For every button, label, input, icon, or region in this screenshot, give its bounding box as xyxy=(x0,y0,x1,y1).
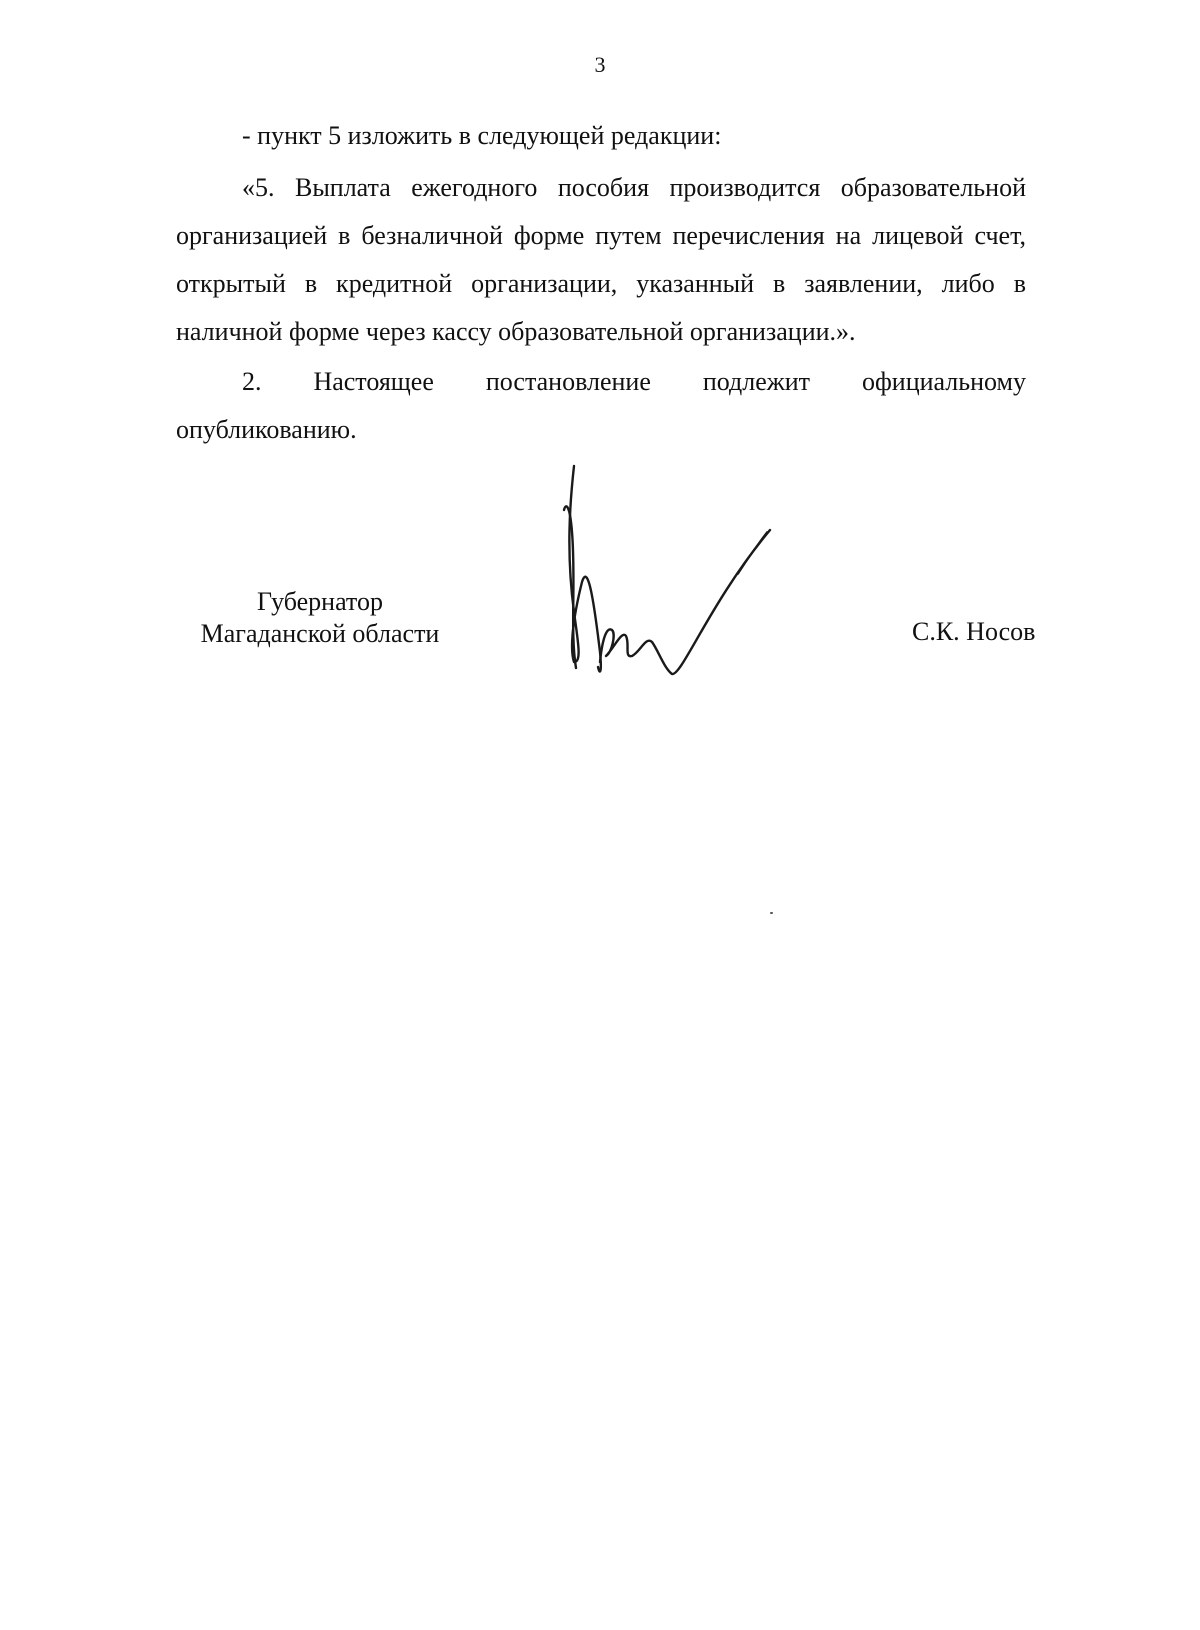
signatory-position xyxy=(150,586,490,650)
document-body xyxy=(176,112,1026,454)
handwritten-signature-icon xyxy=(560,462,800,702)
position-line-1: Губернатор xyxy=(257,587,383,616)
point-5-text: «5. Выплата ежегодного пособия производится образовательной организацией в безналичной форме путем перечисления на лицевой счет, открытый в кредитной организации, указанный в заявлении, либо в наличной форме через кассу образовательной организации.». xyxy=(176,173,1026,346)
scan-speck xyxy=(770,912,773,914)
page-number: 3 xyxy=(594,52,606,77)
signer-name: С.К. Носов xyxy=(912,617,1036,646)
position-line-2: Магаданской области xyxy=(200,619,440,648)
amendment-intro: - пункт 5 изложить в следующей редакции: xyxy=(242,121,722,150)
item-2-text: 2. Настоящее постановление подлежит официальному опубликованию. xyxy=(176,367,1026,444)
